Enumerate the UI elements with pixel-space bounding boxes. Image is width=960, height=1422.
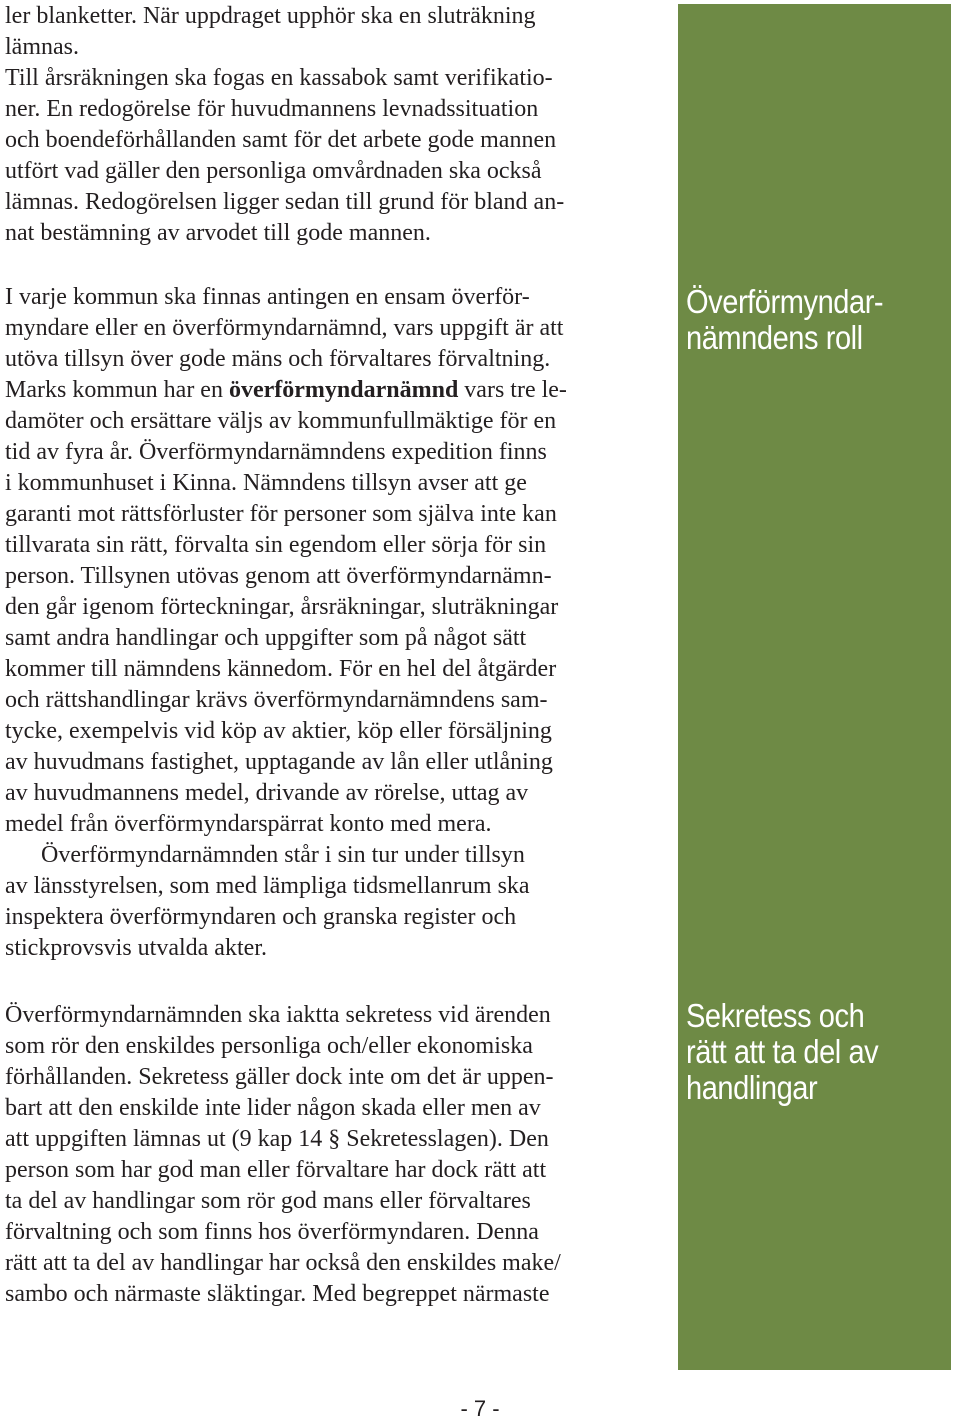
text-line: ta del av handlingar som rör god mans eller förvaltares [5, 1188, 531, 1214]
text-line: person som har god man eller förvaltare har dock rätt att [5, 1157, 547, 1183]
text-fragment: Marks kommun har en [5, 377, 229, 403]
text-line: lämnas. [5, 34, 79, 60]
text-line: i kommunhuset i Kinna. Nämndens tillsyn avser att ge [5, 470, 527, 496]
intro-text-block [5, 1, 653, 249]
text-line: som rör den enskildes personliga och/eller ekonomiska [5, 1033, 533, 1059]
text-line: av huvudmannens medel, drivande av rörelse, uttag av [5, 780, 529, 806]
text-line: och boendeförhållanden samt för det arbete gode mannen [5, 127, 557, 153]
text-line: nat bestämning av arvodet till gode mannen. [5, 220, 431, 246]
emphasized-term: överförmyndarnämnd [228, 377, 459, 403]
text-line: förhållanden. Sekretess gäller dock inte om det är uppen- [5, 1064, 554, 1090]
text-line: inspektera överförmyndaren och granska register och [5, 904, 517, 930]
text-fragment: vars tre le- [458, 377, 567, 403]
text-line: rätt att ta del av handlingar har också den enskildes make/ [5, 1250, 561, 1276]
text-line: lämnas. Redogörelsen ligger sedan till grund för bland an- [5, 189, 565, 215]
text-line: stickprovsvis utvalda akter. [5, 935, 267, 961]
text-line: tid av fyra år. Överförmyndarnämndens expedition finns [5, 439, 547, 465]
text-line: myndare eller en överförmyndarnämnd, vars uppgift är att [5, 315, 564, 341]
text-line: utfört vad gäller den personliga omvårdnaden ska också [5, 158, 542, 184]
page-number: - 7 - [460, 1396, 500, 1421]
sidebar-panel [678, 4, 951, 1370]
text-line: Överförmyndarnämnden står i sin tur under tillsyn [41, 842, 525, 868]
heading-line: Sekretess och [686, 997, 865, 1034]
text-line: damöter och ersättare väljs av kommunfullmäktige för en [5, 408, 557, 434]
text-line: medel från överförmyndarspärrat konto med mera. [5, 811, 492, 837]
text-line: Till årsräkningen ska fogas en kassabok samt verifikatio- [5, 65, 553, 91]
text-line: ler blanketter. När uppdraget upphör ska en sluträkning [5, 3, 536, 29]
text-line: person. Tillsynen utövas genom att överförmyndarnämn- [5, 563, 552, 589]
text-line: garanti mot rättsförluster för personer som själva inte kan [5, 501, 557, 527]
text-line [5, 375, 653, 406]
text-line: tycke, exempelvis vid köp av aktier, köp eller försäljning [5, 718, 552, 744]
text-line: utöva tillsyn över gode mäns och förvaltares förvaltning. [5, 346, 551, 372]
text-line: och rättshandlingar krävs överförmyndarnämndens sam- [5, 687, 548, 713]
text-line: tillvarata sin rätt, förvalta sin egendom eller sörja för sin [5, 532, 547, 558]
text-line: kommer till nämndens kännedom. För en hel del åtgärder [5, 656, 557, 682]
text-line: av huvudmans fastighet, upptagande av lån eller utlåning [5, 749, 553, 775]
text-line: samt andra handlingar och uppgifter som på något sätt [5, 625, 527, 651]
text-line: sambo och närmaste släktingar. Med begreppet närmaste [5, 1281, 550, 1307]
text-line: bart att den enskilde inte lider någon skada eller men av [5, 1095, 541, 1121]
text-line: av länsstyrelsen, som med lämpliga tidsmellanrum ska [5, 873, 530, 899]
heading-line: rätt att ta del av [686, 1033, 879, 1070]
heading-line: Överförmyndar- [686, 283, 884, 320]
heading-line: nämndens roll [686, 319, 863, 356]
text-line: att uppgiften lämnas ut (9 kap 14 § Sekretesslagen). Den [5, 1126, 549, 1152]
text-line: den går igenom förteckningar, årsräkningar, sluträkningar [5, 594, 559, 620]
text-line: förvaltning och som finns hos överförmyndaren. Denna [5, 1219, 539, 1245]
sidebar-heading-role [686, 284, 883, 356]
sidebar-heading-secrecy [686, 998, 878, 1106]
role-text-block [5, 282, 653, 964]
text-line: I varje kommun ska finnas antingen en ensam överför- [5, 284, 530, 310]
text-line: Överförmyndarnämnden ska iaktta sekretess vid ärenden [5, 1002, 551, 1028]
secrecy-text-block [5, 1000, 653, 1310]
text-line: ner. En redogörelse för huvudmannens levnadssituation [5, 96, 539, 122]
heading-line: handlingar [686, 1069, 818, 1106]
